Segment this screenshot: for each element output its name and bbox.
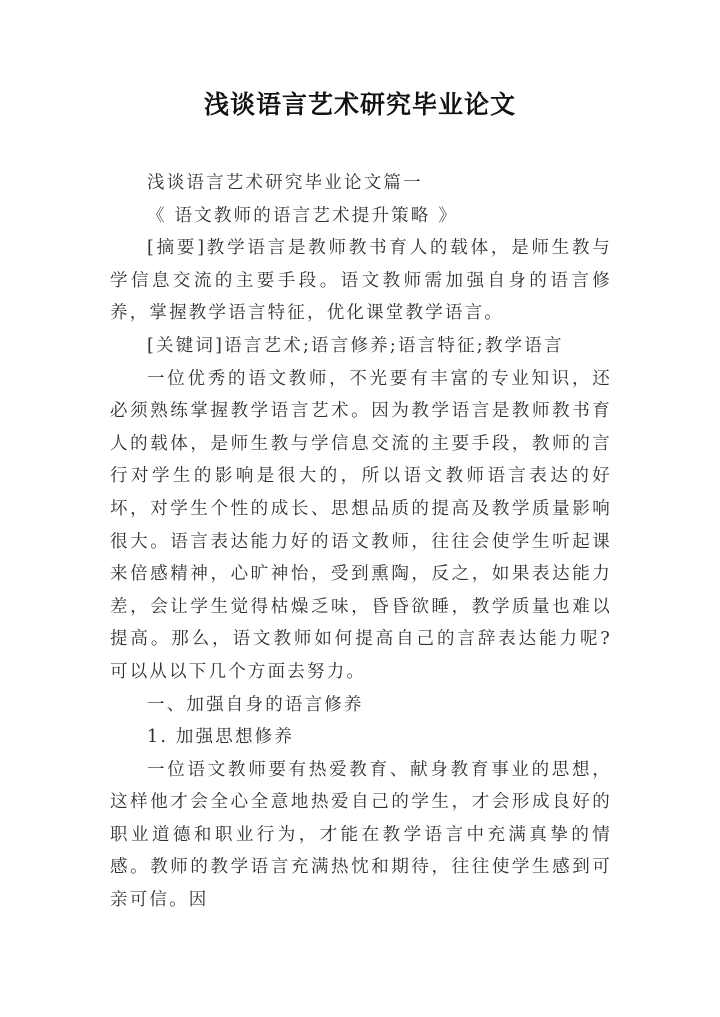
- subtitle-line: 浅谈语言艺术研究毕业论文篇一: [147, 173, 423, 193]
- document-body: [110, 167, 612, 917]
- article-title-line: 《 语文教师的语言艺术提升策略 》: [147, 205, 459, 226]
- abstract-paragraph: [摘要]教学语言是教师教书育人的载体，是师生教与学信息交流的主要手段。语文教师需加强自身的语言修养，掌握教学语言特征，优化课堂教学语言。: [110, 238, 612, 324]
- document-title: 浅谈语言艺术研究毕业论文: [203, 90, 516, 119]
- body-paragraph: 一位语文教师要有热爱教育、献身教育事业的思想，这样他才会全心全意地热爱自己的学生，才会形成良好的职业道德和职业行为，才能在教学语言中充满真挚的情感。教师的教学语言充满热忱和期待，往往使学生感到可亲可信。因: [110, 759, 612, 911]
- intro-paragraph: 一位优秀的语文教师，不光要有丰富的专业知识，还必须熟练掌握教学语言艺术。因为教学语言是教师教书育人的载体，是师生教与学信息交流的主要手段，教师的言行对学生的影响是很大的，所以语文教师语言表达的好坏，对学生个性的成长、思想品质的提高及教学质量影响很大。语言表达能力好的语文教师，往往会使学生听起课来倍感精神，心旷神怡，受到熏陶，反之，如果表达能力差，会让学生觉得枯燥乏味，昏昏欲睡，教学质量也难以提高。那么，语文教师如何提高自己的言辞表达能力呢?可以从以下几个方面去努力。: [110, 368, 612, 682]
- keywords-line: [关键词]语言艺术;语言修养;语言特征;教学语言: [147, 335, 564, 356]
- section-heading-1: 一、加强自身的语言修养: [147, 694, 364, 715]
- subsection-heading-1-1: 1. 加强思想修养: [147, 727, 295, 748]
